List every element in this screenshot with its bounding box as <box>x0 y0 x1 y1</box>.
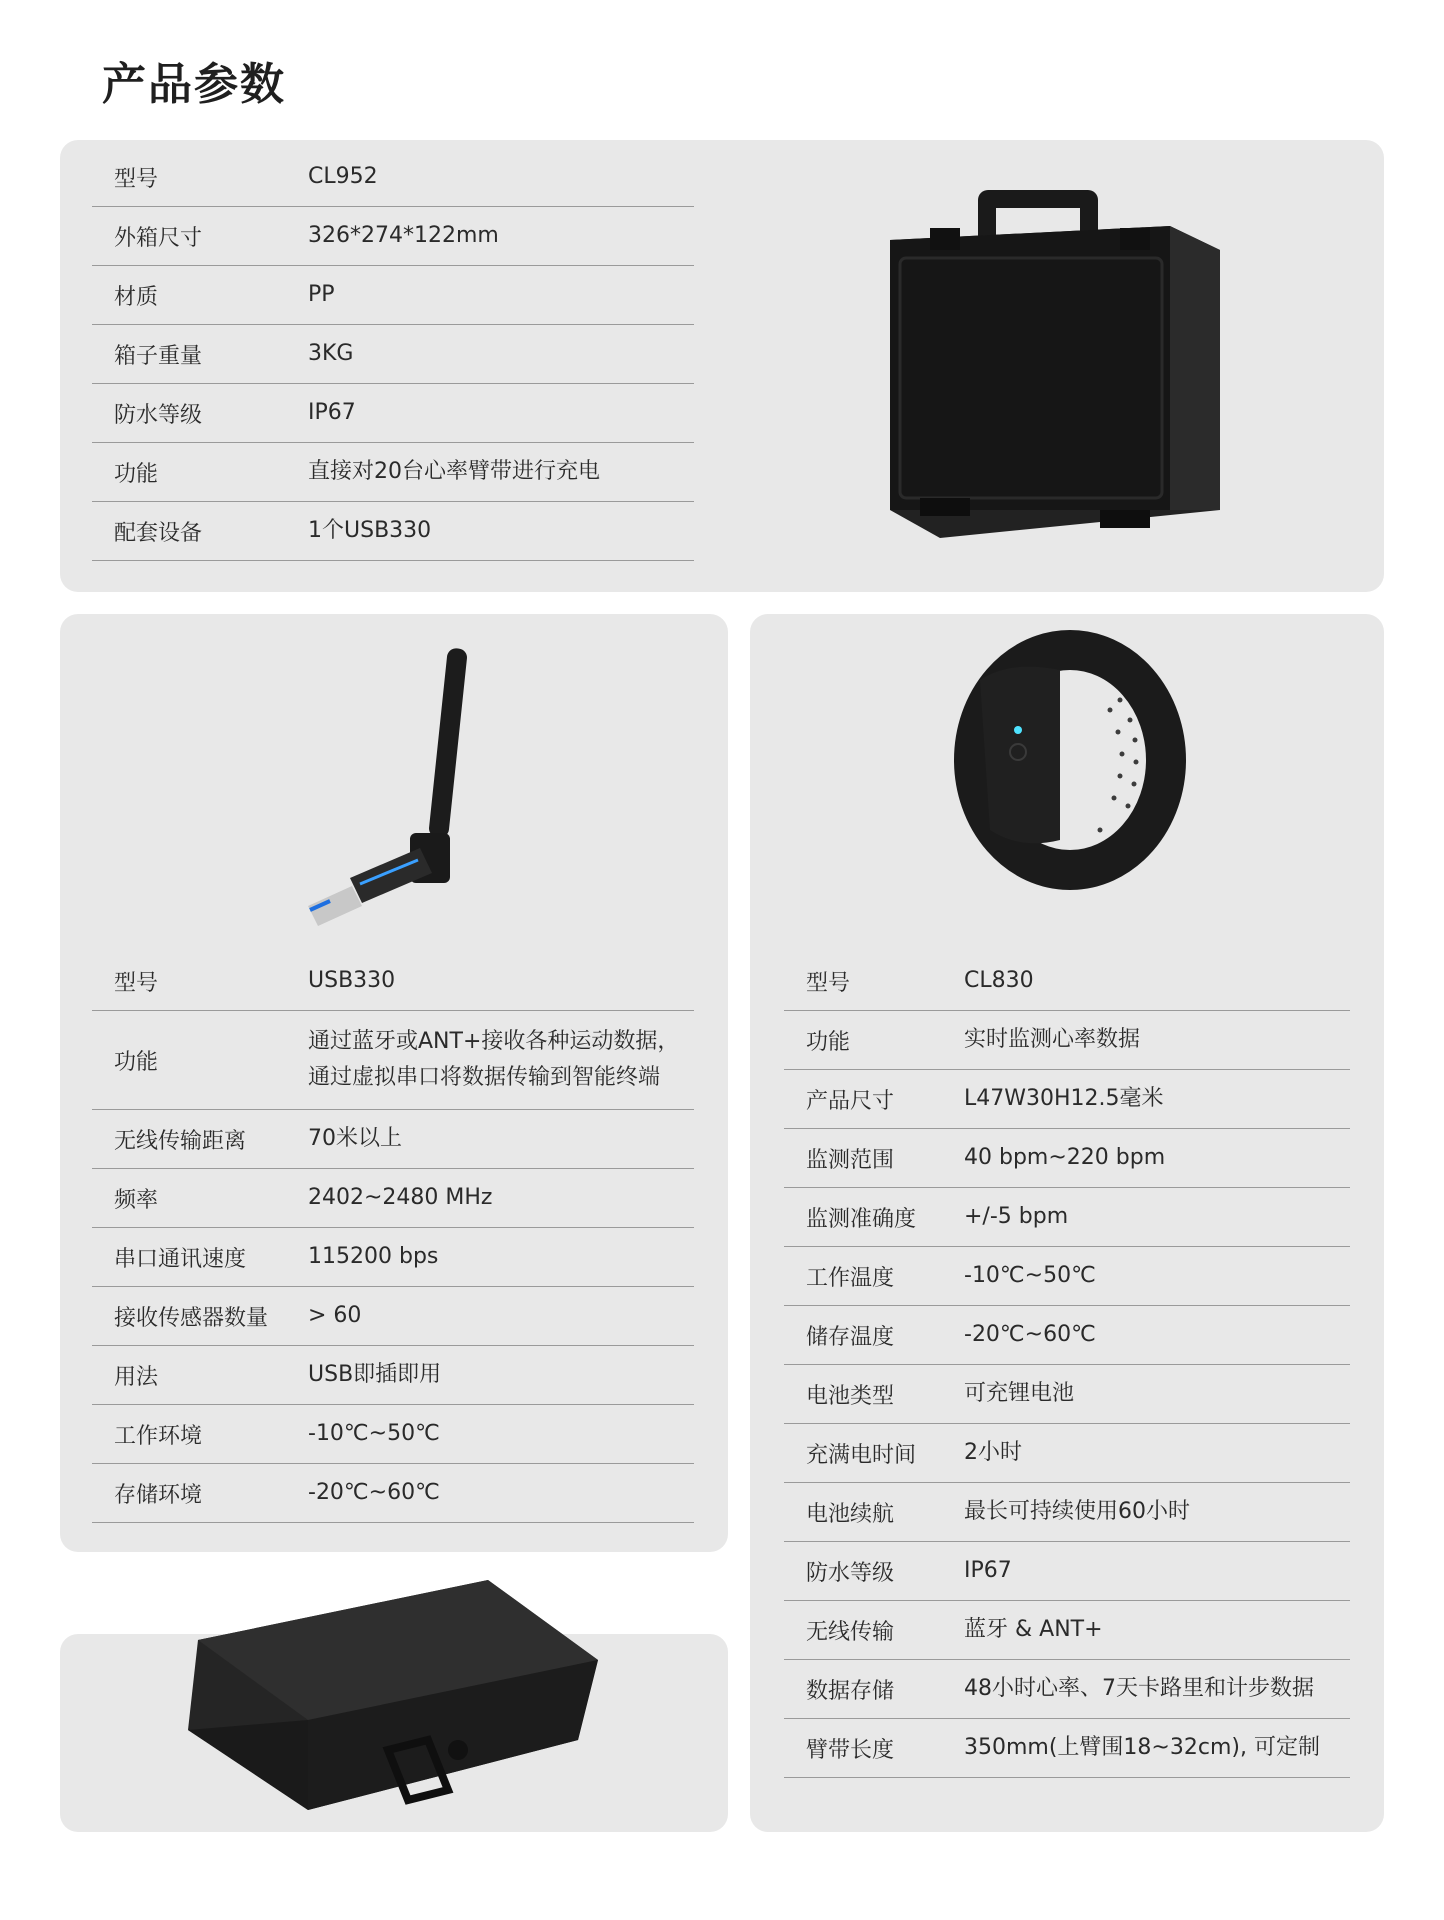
page-title: 产品参数 <box>102 59 286 110</box>
spec-row <box>92 1405 694 1464</box>
spec-row <box>92 1228 694 1287</box>
spec-row <box>92 1169 694 1228</box>
spec-label: 箱子重量 <box>114 343 203 369</box>
spec-label: 电池续航 <box>806 1501 895 1527</box>
band-spec-table <box>784 952 1350 1778</box>
spec-label: 数据存储 <box>806 1678 895 1704</box>
spec-value: 通过蓝牙或ANT+接收各种运动数据， 通过虚拟串口将数据传输到智能终端 <box>308 1029 680 1090</box>
spec-label: 工作环境 <box>114 1423 203 1449</box>
spec-value: 48小时心率、7天卡路里和计步数据 <box>964 1676 1314 1701</box>
spec-row <box>784 1247 1350 1306</box>
spec-value: L47W30H12.5毫米 <box>964 1086 1164 1111</box>
spec-label: 串口通讯速度 <box>114 1246 247 1272</box>
spec-row <box>92 1346 694 1405</box>
spec-value: CL830 <box>964 968 1034 993</box>
spec-row <box>92 266 694 325</box>
spec-row <box>784 1011 1350 1070</box>
spec-value: -20℃~60℃ <box>308 1480 440 1505</box>
spec-row <box>784 1306 1350 1365</box>
spec-label: 充满电时间 <box>806 1442 917 1468</box>
spec-label: 电池类型 <box>806 1383 895 1409</box>
closed-case-image <box>188 1580 608 1820</box>
spec-row <box>92 1110 694 1169</box>
spec-value: 2小时 <box>964 1440 1022 1465</box>
spec-value: IP67 <box>308 400 356 425</box>
spec-label: 材质 <box>114 284 159 310</box>
spec-label: 产品尺寸 <box>806 1088 895 1114</box>
spec-row <box>92 325 694 384</box>
spec-value: PP <box>308 282 335 307</box>
spec-label: 功能 <box>114 1049 159 1075</box>
spec-value: 115200 bps <box>308 1244 439 1269</box>
spec-value: USB330 <box>308 968 396 993</box>
spec-value: 可充锂电池 <box>964 1381 1075 1406</box>
spec-label: 监测范围 <box>806 1147 895 1173</box>
spec-value: CL952 <box>308 164 378 189</box>
spec-value: -20℃~60℃ <box>964 1322 1096 1347</box>
spec-value: 2402~2480 MHz <box>308 1185 493 1210</box>
spec-row <box>92 207 694 266</box>
spec-label: 频率 <box>114 1187 159 1213</box>
spec-label: 工作温度 <box>806 1265 895 1291</box>
spec-row <box>92 502 694 561</box>
spec-value: 1个USB330 <box>308 518 432 543</box>
spec-value: > 60 <box>308 1303 362 1328</box>
spec-value: 蓝牙 & ANT+ <box>964 1617 1103 1642</box>
spec-label: 型号 <box>114 970 159 996</box>
spec-label: 用法 <box>114 1364 159 1390</box>
spec-value: 350mm(上臂围18~32cm), 可定制 <box>964 1735 1320 1760</box>
spec-row <box>784 1188 1350 1247</box>
usb-dongle-image <box>300 648 480 928</box>
case-spec-table <box>92 148 694 561</box>
spec-value: IP67 <box>964 1558 1012 1583</box>
spec-value: 直接对20台心率臂带进行充电 <box>308 459 600 484</box>
spec-label: 存储环境 <box>114 1482 203 1508</box>
spec-row <box>784 1129 1350 1188</box>
spec-label: 型号 <box>114 166 159 192</box>
spec-row <box>784 1483 1350 1542</box>
spec-row <box>92 1287 694 1346</box>
spec-row <box>92 1011 694 1110</box>
spec-label: 防水等级 <box>806 1560 895 1586</box>
spec-label: 监测准确度 <box>806 1206 917 1232</box>
spec-value: -10℃~50℃ <box>308 1421 440 1446</box>
spec-label: 储存温度 <box>806 1324 895 1350</box>
spec-label: 功能 <box>806 1029 851 1055</box>
spec-value: -10℃~50℃ <box>964 1263 1096 1288</box>
spec-value: 40 bpm~220 bpm <box>964 1145 1166 1170</box>
spec-label: 无线传输 <box>806 1619 895 1645</box>
spec-row <box>784 1365 1350 1424</box>
spec-label: 无线传输距离 <box>114 1128 247 1154</box>
spec-row <box>784 1424 1350 1483</box>
spec-row <box>92 148 694 207</box>
spec-row <box>92 952 694 1011</box>
spec-row <box>784 1719 1350 1778</box>
spec-value: 实时监测心率数据 <box>964 1027 1141 1052</box>
spec-label: 接收传感器数量 <box>114 1305 269 1331</box>
spec-row <box>92 443 694 502</box>
spec-value: 70米以上 <box>308 1126 402 1151</box>
armband-image <box>960 640 1180 900</box>
spec-value: 326*274*122mm <box>308 223 499 248</box>
spec-value: USB即插即用 <box>308 1362 442 1387</box>
spec-row <box>784 1070 1350 1129</box>
spec-label: 防水等级 <box>114 402 203 428</box>
spec-row <box>784 1542 1350 1601</box>
spec-label: 外箱尺寸 <box>114 225 203 251</box>
spec-value: 3KG <box>308 341 354 366</box>
spec-row <box>784 1601 1350 1660</box>
spec-row <box>784 1660 1350 1719</box>
spec-label: 型号 <box>806 970 851 996</box>
spec-row <box>784 952 1350 1011</box>
spec-value: +/-5 bpm <box>964 1204 1069 1229</box>
spec-label: 功能 <box>114 461 159 487</box>
spec-label: 配套设备 <box>114 520 203 546</box>
carrying-case-image <box>870 180 1230 550</box>
spec-row <box>92 384 694 443</box>
usb-spec-table <box>92 952 694 1523</box>
spec-label: 臂带长度 <box>806 1737 895 1763</box>
spec-row <box>92 1464 694 1523</box>
spec-value: 最长可持续使用60小时 <box>964 1499 1190 1524</box>
